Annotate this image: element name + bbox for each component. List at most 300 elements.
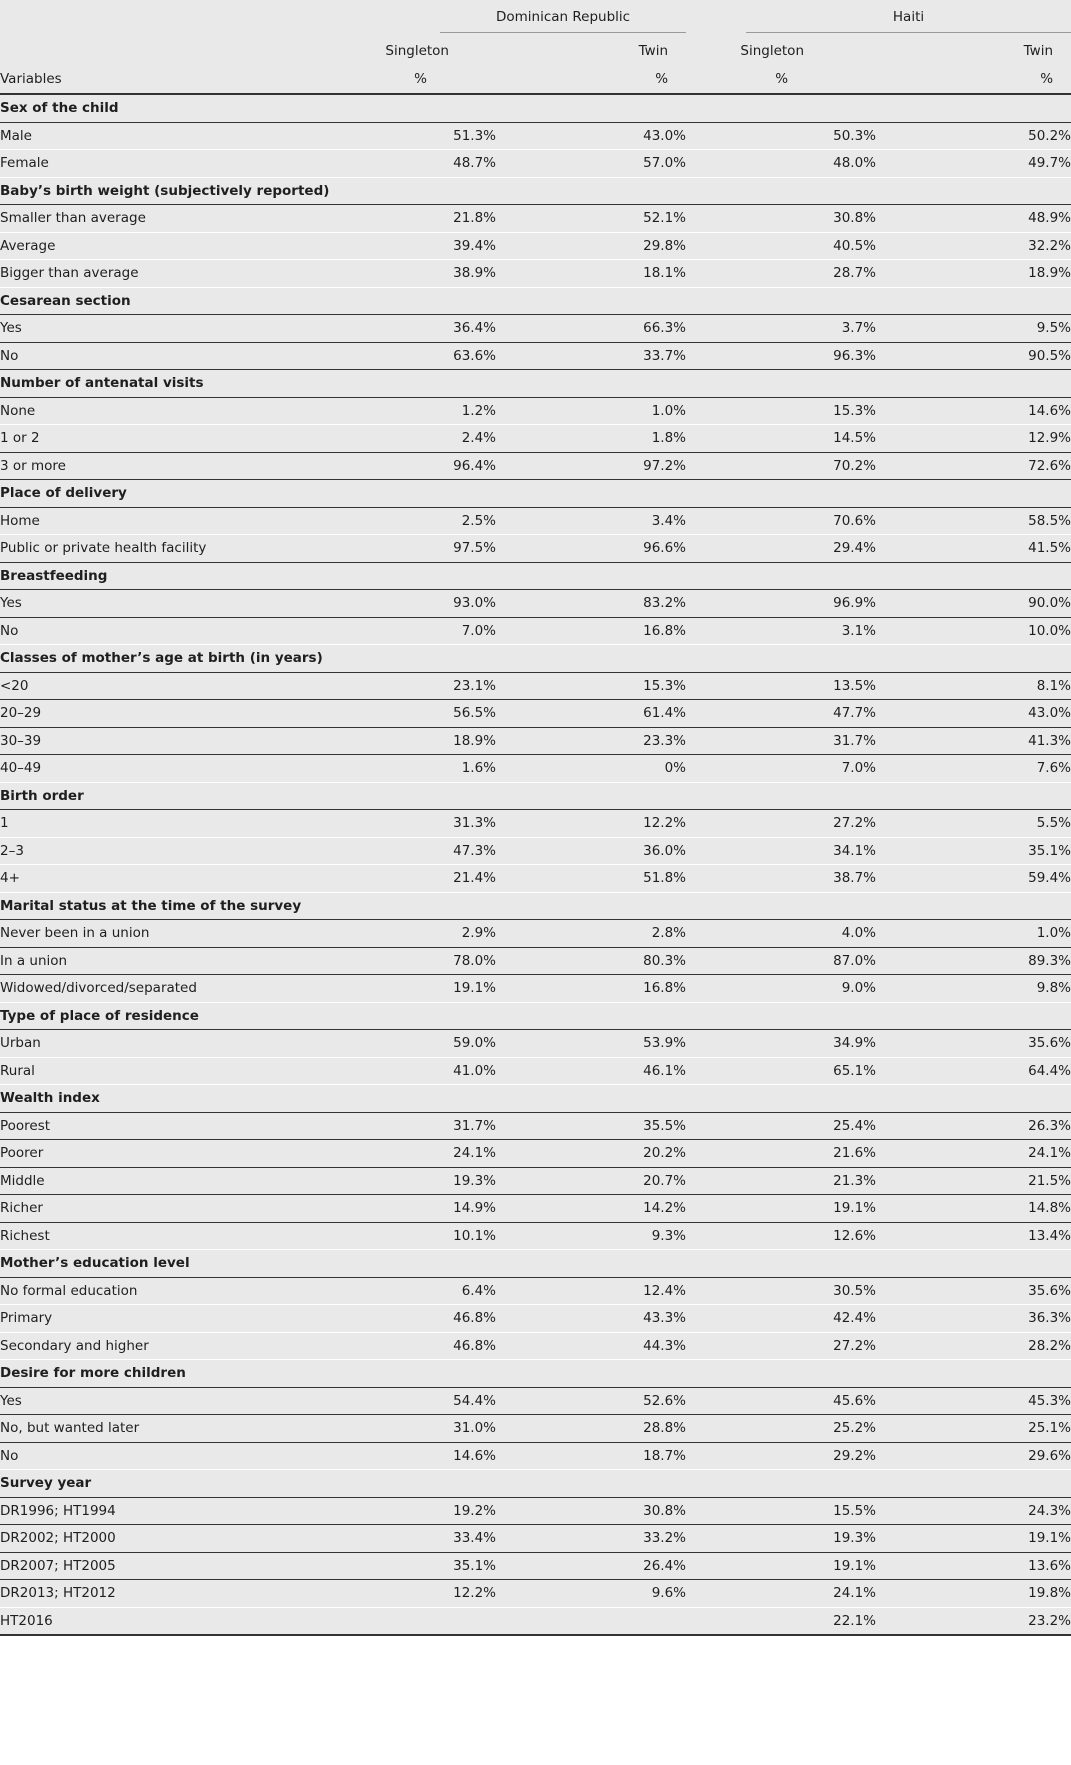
section-label: Marital status at the time of the survey <box>0 892 1071 920</box>
ht-twin-value: 25.1% <box>876 1415 1071 1443</box>
section-row <box>0 177 1071 205</box>
table-row <box>0 342 1071 370</box>
dr-twin-value: 18.1% <box>496 260 686 288</box>
dr-twin-value: 28.8% <box>496 1415 686 1443</box>
table-row <box>0 205 1071 233</box>
header-row-groups <box>0 0 1071 37</box>
ht-twin-value: 14.8% <box>876 1195 1071 1223</box>
ht-singleton-value: 15.3% <box>686 397 876 425</box>
dr-twin-value: 83.2% <box>496 590 686 618</box>
table-row <box>0 810 1071 838</box>
dr-singleton-value: 2.4% <box>375 425 496 453</box>
dr-twin-value: 12.2% <box>496 810 686 838</box>
row-label: Richer <box>0 1195 375 1223</box>
ht-singleton-value: 25.2% <box>686 1415 876 1443</box>
table-row <box>0 1140 1071 1168</box>
ht-singleton-value: 70.6% <box>686 507 876 535</box>
dr-twin-value: 0% <box>496 755 686 783</box>
dr-singleton-value: 47.3% <box>375 837 496 865</box>
ht-singleton-value: 30.8% <box>686 205 876 233</box>
group-label-dominican-republic: Dominican Republic <box>440 9 686 33</box>
dr-twin-value: 9.3% <box>496 1222 686 1250</box>
dr-singleton-value: 24.1% <box>375 1140 496 1168</box>
dr-singleton-value: 21.8% <box>375 205 496 233</box>
table-row <box>0 425 1071 453</box>
dr-singleton-value: 31.0% <box>375 1415 496 1443</box>
row-label: DR2013; HT2012 <box>0 1580 375 1608</box>
row-label: Average <box>0 232 375 260</box>
dr-singleton-value: 14.6% <box>375 1442 496 1470</box>
dr-twin-value: 1.8% <box>496 425 686 453</box>
section-label: Desire for more children <box>0 1360 1071 1388</box>
group-header-dominican-republic <box>375 0 686 37</box>
row-label: Primary <box>0 1305 375 1333</box>
section-row <box>0 1250 1071 1278</box>
header-row-units <box>0 64 1071 94</box>
table-row <box>0 535 1071 563</box>
row-label: Widowed/divorced/separated <box>0 975 375 1003</box>
unit-ht-twin: % <box>876 64 1071 94</box>
ht-singleton-value: 40.5% <box>686 232 876 260</box>
dr-singleton-value <box>375 1607 496 1635</box>
table-row <box>0 1305 1071 1333</box>
ht-twin-value: 89.3% <box>876 947 1071 975</box>
row-label: DR1996; HT1994 <box>0 1497 375 1525</box>
table-row <box>0 1332 1071 1360</box>
table-row <box>0 260 1071 288</box>
dr-twin-value: 57.0% <box>496 150 686 178</box>
dr-singleton-value: 18.9% <box>375 727 496 755</box>
row-label: 2–3 <box>0 837 375 865</box>
row-label: No <box>0 342 375 370</box>
dr-singleton-value: 78.0% <box>375 947 496 975</box>
row-label: Rural <box>0 1057 375 1085</box>
variables-header: Variables <box>0 64 375 94</box>
table-row <box>0 1030 1071 1058</box>
ht-twin-value: 19.8% <box>876 1580 1071 1608</box>
section-label: Sex of the child <box>0 94 1071 122</box>
dr-twin-value: 12.4% <box>496 1277 686 1305</box>
dr-singleton-value: 38.9% <box>375 260 496 288</box>
dr-singleton-value: 19.3% <box>375 1167 496 1195</box>
dr-singleton-value: 19.2% <box>375 1497 496 1525</box>
section-row <box>0 1002 1071 1030</box>
ht-twin-value: 49.7% <box>876 150 1071 178</box>
ht-singleton-value: 29.4% <box>686 535 876 563</box>
dr-singleton-value: 54.4% <box>375 1387 496 1415</box>
ht-twin-value: 59.4% <box>876 865 1071 893</box>
ht-twin-value: 29.6% <box>876 1442 1071 1470</box>
row-label: Poorest <box>0 1112 375 1140</box>
section-row <box>0 370 1071 398</box>
table-row <box>0 1552 1071 1580</box>
dr-twin-value: 46.1% <box>496 1057 686 1085</box>
dr-singleton-value: 96.4% <box>375 452 496 480</box>
row-label: No, but wanted later <box>0 1415 375 1443</box>
ht-twin-value: 18.9% <box>876 260 1071 288</box>
ht-singleton-value: 34.1% <box>686 837 876 865</box>
dr-singleton-value: 36.4% <box>375 315 496 343</box>
table-row <box>0 1442 1071 1470</box>
table-row <box>0 232 1071 260</box>
ht-twin-value: 9.8% <box>876 975 1071 1003</box>
ht-singleton-value: 21.6% <box>686 1140 876 1168</box>
ht-twin-value: 35.6% <box>876 1030 1071 1058</box>
table-row <box>0 590 1071 618</box>
dr-twin-value: 1.0% <box>496 397 686 425</box>
row-label: No <box>0 1442 375 1470</box>
section-row <box>0 1360 1071 1388</box>
table-row <box>0 1057 1071 1085</box>
dr-twin-value: 3.4% <box>496 507 686 535</box>
dr-singleton-value: 2.9% <box>375 920 496 948</box>
ht-singleton-value: 42.4% <box>686 1305 876 1333</box>
dr-twin-value: 14.2% <box>496 1195 686 1223</box>
dr-twin-value: 16.8% <box>496 617 686 645</box>
dr-twin-value: 15.3% <box>496 672 686 700</box>
table-row <box>0 755 1071 783</box>
unit-ht-singleton: % <box>686 64 876 94</box>
section-row <box>0 480 1071 508</box>
dr-twin-value: 30.8% <box>496 1497 686 1525</box>
ht-singleton-value: 38.7% <box>686 865 876 893</box>
ht-singleton-value: 34.9% <box>686 1030 876 1058</box>
dr-singleton-value: 1.2% <box>375 397 496 425</box>
ht-singleton-value: 30.5% <box>686 1277 876 1305</box>
dr-singleton-value: 23.1% <box>375 672 496 700</box>
ht-twin-value: 19.1% <box>876 1525 1071 1553</box>
table-header <box>0 0 1071 94</box>
ht-singleton-value: 7.0% <box>686 755 876 783</box>
dr-singleton-value: 2.5% <box>375 507 496 535</box>
table-row <box>0 865 1071 893</box>
subheader-dr-singleton: Singleton <box>375 37 496 64</box>
ht-twin-value: 24.3% <box>876 1497 1071 1525</box>
ht-twin-value: 90.5% <box>876 342 1071 370</box>
ht-singleton-value: 24.1% <box>686 1580 876 1608</box>
dr-twin-value: 51.8% <box>496 865 686 893</box>
row-label: Poorer <box>0 1140 375 1168</box>
ht-twin-value: 1.0% <box>876 920 1071 948</box>
row-label: Public or private health facility <box>0 535 375 563</box>
ht-singleton-value: 27.2% <box>686 810 876 838</box>
dr-twin-value: 80.3% <box>496 947 686 975</box>
ht-singleton-value: 65.1% <box>686 1057 876 1085</box>
dr-twin-value: 29.8% <box>496 232 686 260</box>
dr-singleton-value: 93.0% <box>375 590 496 618</box>
section-row <box>0 892 1071 920</box>
section-label: Classes of mother’s age at birth (in years) <box>0 645 1071 673</box>
table-row <box>0 1525 1071 1553</box>
dr-singleton-value: 41.0% <box>375 1057 496 1085</box>
ht-singleton-value: 29.2% <box>686 1442 876 1470</box>
section-label: Place of delivery <box>0 480 1071 508</box>
ht-twin-value: 13.4% <box>876 1222 1071 1250</box>
ht-twin-value: 13.6% <box>876 1552 1071 1580</box>
ht-twin-value: 58.5% <box>876 507 1071 535</box>
unit-dr-singleton: % <box>375 64 496 94</box>
ht-twin-value: 50.2% <box>876 122 1071 150</box>
row-label: In a union <box>0 947 375 975</box>
ht-singleton-value: 15.5% <box>686 1497 876 1525</box>
section-label: Breastfeeding <box>0 562 1071 590</box>
section-row <box>0 287 1071 315</box>
dr-twin-value: 2.8% <box>496 920 686 948</box>
table-row <box>0 1387 1071 1415</box>
ht-singleton-value: 3.7% <box>686 315 876 343</box>
ht-twin-value: 26.3% <box>876 1112 1071 1140</box>
ht-twin-value: 41.3% <box>876 727 1071 755</box>
table-row <box>0 1222 1071 1250</box>
dr-twin-value: 43.3% <box>496 1305 686 1333</box>
section-row <box>0 562 1071 590</box>
section-label: Birth order <box>0 782 1071 810</box>
header-row-subgroups <box>0 37 1071 64</box>
ht-singleton-value: 19.1% <box>686 1195 876 1223</box>
row-label: Never been in a union <box>0 920 375 948</box>
row-label: Female <box>0 150 375 178</box>
dr-twin-value: 23.3% <box>496 727 686 755</box>
table-row <box>0 1277 1071 1305</box>
row-label: 40–49 <box>0 755 375 783</box>
row-label: DR2007; HT2005 <box>0 1552 375 1580</box>
table-row <box>0 150 1071 178</box>
ht-singleton-value: 9.0% <box>686 975 876 1003</box>
ht-singleton-value: 19.3% <box>686 1525 876 1553</box>
dr-singleton-value: 6.4% <box>375 1277 496 1305</box>
table-row <box>0 837 1071 865</box>
table-row <box>0 1607 1071 1635</box>
ht-singleton-value: 31.7% <box>686 727 876 755</box>
row-label: Richest <box>0 1222 375 1250</box>
dr-singleton-value: 1.6% <box>375 755 496 783</box>
dr-singleton-value: 51.3% <box>375 122 496 150</box>
ht-twin-value: 43.0% <box>876 700 1071 728</box>
ht-singleton-value: 4.0% <box>686 920 876 948</box>
row-label: Yes <box>0 1387 375 1415</box>
section-label: Survey year <box>0 1470 1071 1498</box>
ht-twin-value: 64.4% <box>876 1057 1071 1085</box>
table-row <box>0 920 1071 948</box>
dr-twin-value: 52.6% <box>496 1387 686 1415</box>
ht-twin-value: 28.2% <box>876 1332 1071 1360</box>
table-row <box>0 1580 1071 1608</box>
ht-singleton-value: 21.3% <box>686 1167 876 1195</box>
dr-twin-value: 33.7% <box>496 342 686 370</box>
ht-twin-value: 14.6% <box>876 397 1071 425</box>
dr-twin-value: 18.7% <box>496 1442 686 1470</box>
ht-twin-value: 8.1% <box>876 672 1071 700</box>
ht-singleton-value: 14.5% <box>686 425 876 453</box>
dr-twin-value: 66.3% <box>496 315 686 343</box>
table-row <box>0 452 1071 480</box>
dr-twin-value: 44.3% <box>496 1332 686 1360</box>
dr-singleton-value: 46.8% <box>375 1332 496 1360</box>
ht-singleton-value: 12.6% <box>686 1222 876 1250</box>
ht-twin-value: 36.3% <box>876 1305 1071 1333</box>
section-label: Baby’s birth weight (subjectively reported) <box>0 177 1071 205</box>
table-body <box>0 94 1071 1635</box>
table-row <box>0 617 1071 645</box>
table-row <box>0 727 1071 755</box>
unit-dr-twin: % <box>496 64 686 94</box>
dr-twin-value <box>496 1607 686 1635</box>
ht-singleton-value: 3.1% <box>686 617 876 645</box>
row-label: Home <box>0 507 375 535</box>
ht-singleton-value: 96.9% <box>686 590 876 618</box>
dr-twin-value: 20.7% <box>496 1167 686 1195</box>
dr-singleton-value: 7.0% <box>375 617 496 645</box>
row-label: 20–29 <box>0 700 375 728</box>
section-row <box>0 782 1071 810</box>
ht-singleton-value: 25.4% <box>686 1112 876 1140</box>
row-label: Smaller than average <box>0 205 375 233</box>
subheader-ht-twin: Twin <box>876 37 1071 64</box>
dr-singleton-value: 19.1% <box>375 975 496 1003</box>
ht-singleton-value: 47.7% <box>686 700 876 728</box>
dr-twin-value: 26.4% <box>496 1552 686 1580</box>
row-label: 1 <box>0 810 375 838</box>
row-label: Yes <box>0 315 375 343</box>
dr-twin-value: 52.1% <box>496 205 686 233</box>
ht-twin-value: 7.6% <box>876 755 1071 783</box>
ht-twin-value: 35.1% <box>876 837 1071 865</box>
ht-singleton-value: 13.5% <box>686 672 876 700</box>
section-row <box>0 1085 1071 1113</box>
dr-singleton-value: 63.6% <box>375 342 496 370</box>
dr-singleton-value: 21.4% <box>375 865 496 893</box>
dr-singleton-value: 39.4% <box>375 232 496 260</box>
dr-singleton-value: 12.2% <box>375 1580 496 1608</box>
row-label: 1 or 2 <box>0 425 375 453</box>
dr-singleton-value: 35.1% <box>375 1552 496 1580</box>
dr-twin-value: 9.6% <box>496 1580 686 1608</box>
dr-twin-value: 33.2% <box>496 1525 686 1553</box>
dr-twin-value: 96.6% <box>496 535 686 563</box>
table-row <box>0 122 1071 150</box>
ht-singleton-value: 50.3% <box>686 122 876 150</box>
dr-twin-value: 43.0% <box>496 122 686 150</box>
subheader-ht-singleton: Singleton <box>686 37 876 64</box>
section-label: Cesarean section <box>0 287 1071 315</box>
group-header-haiti <box>686 0 1071 37</box>
ht-singleton-value: 48.0% <box>686 150 876 178</box>
row-label: Male <box>0 122 375 150</box>
row-label: Urban <box>0 1030 375 1058</box>
row-label: <20 <box>0 672 375 700</box>
row-label: 4+ <box>0 865 375 893</box>
dr-twin-value: 35.5% <box>496 1112 686 1140</box>
ht-twin-value: 48.9% <box>876 205 1071 233</box>
table-row <box>0 397 1071 425</box>
dr-singleton-value: 59.0% <box>375 1030 496 1058</box>
section-row <box>0 645 1071 673</box>
section-row <box>0 94 1071 122</box>
subheader-dr-twin: Twin <box>496 37 686 64</box>
table-row <box>0 1415 1071 1443</box>
ht-singleton-value: 87.0% <box>686 947 876 975</box>
section-label: Mother’s education level <box>0 1250 1071 1278</box>
ht-singleton-value: 45.6% <box>686 1387 876 1415</box>
dr-twin-value: 36.0% <box>496 837 686 865</box>
dr-singleton-value: 46.8% <box>375 1305 496 1333</box>
table-row <box>0 507 1071 535</box>
table-row <box>0 1167 1071 1195</box>
row-label: Secondary and higher <box>0 1332 375 1360</box>
row-label: HT2016 <box>0 1607 375 1635</box>
ht-singleton-value: 27.2% <box>686 1332 876 1360</box>
dr-twin-value: 53.9% <box>496 1030 686 1058</box>
dr-singleton-value: 97.5% <box>375 535 496 563</box>
row-label: No formal education <box>0 1277 375 1305</box>
table-row <box>0 947 1071 975</box>
table-row <box>0 1497 1071 1525</box>
ht-twin-value: 5.5% <box>876 810 1071 838</box>
ht-twin-value: 9.5% <box>876 315 1071 343</box>
dr-singleton-value: 31.3% <box>375 810 496 838</box>
ht-twin-value: 90.0% <box>876 590 1071 618</box>
ht-twin-value: 23.2% <box>876 1607 1071 1635</box>
ht-singleton-value: 96.3% <box>686 342 876 370</box>
table-row <box>0 1195 1071 1223</box>
header-empty <box>0 37 375 64</box>
row-label: No <box>0 617 375 645</box>
section-label: Wealth index <box>0 1085 1071 1113</box>
table-row <box>0 1112 1071 1140</box>
ht-singleton-value: 70.2% <box>686 452 876 480</box>
section-label: Type of place of residence <box>0 1002 1071 1030</box>
dr-singleton-value: 31.7% <box>375 1112 496 1140</box>
dr-singleton-value: 33.4% <box>375 1525 496 1553</box>
table-row <box>0 700 1071 728</box>
dr-singleton-value: 14.9% <box>375 1195 496 1223</box>
ht-twin-value: 41.5% <box>876 535 1071 563</box>
dr-twin-value: 97.2% <box>496 452 686 480</box>
ht-twin-value: 10.0% <box>876 617 1071 645</box>
section-label: Number of antenatal visits <box>0 370 1071 398</box>
dr-singleton-value: 48.7% <box>375 150 496 178</box>
dr-singleton-value: 56.5% <box>375 700 496 728</box>
ht-twin-value: 35.6% <box>876 1277 1071 1305</box>
group-label-haiti: Haiti <box>746 9 1071 33</box>
row-label: None <box>0 397 375 425</box>
section-row <box>0 1470 1071 1498</box>
ht-twin-value: 45.3% <box>876 1387 1071 1415</box>
row-label: Yes <box>0 590 375 618</box>
header-empty <box>0 0 375 37</box>
ht-twin-value: 32.2% <box>876 232 1071 260</box>
row-label: DR2002; HT2000 <box>0 1525 375 1553</box>
table-row <box>0 672 1071 700</box>
table-row <box>0 315 1071 343</box>
row-label: Bigger than average <box>0 260 375 288</box>
ht-singleton-value: 22.1% <box>686 1607 876 1635</box>
row-label: Middle <box>0 1167 375 1195</box>
table-row <box>0 975 1071 1003</box>
ht-singleton-value: 28.7% <box>686 260 876 288</box>
ht-singleton-value: 19.1% <box>686 1552 876 1580</box>
ht-twin-value: 21.5% <box>876 1167 1071 1195</box>
ht-twin-value: 24.1% <box>876 1140 1071 1168</box>
ht-twin-value: 72.6% <box>876 452 1071 480</box>
row-label: 30–39 <box>0 727 375 755</box>
ht-twin-value: 12.9% <box>876 425 1071 453</box>
dr-twin-value: 20.2% <box>496 1140 686 1168</box>
dr-twin-value: 61.4% <box>496 700 686 728</box>
dr-singleton-value: 10.1% <box>375 1222 496 1250</box>
row-label: 3 or more <box>0 452 375 480</box>
dr-twin-value: 16.8% <box>496 975 686 1003</box>
